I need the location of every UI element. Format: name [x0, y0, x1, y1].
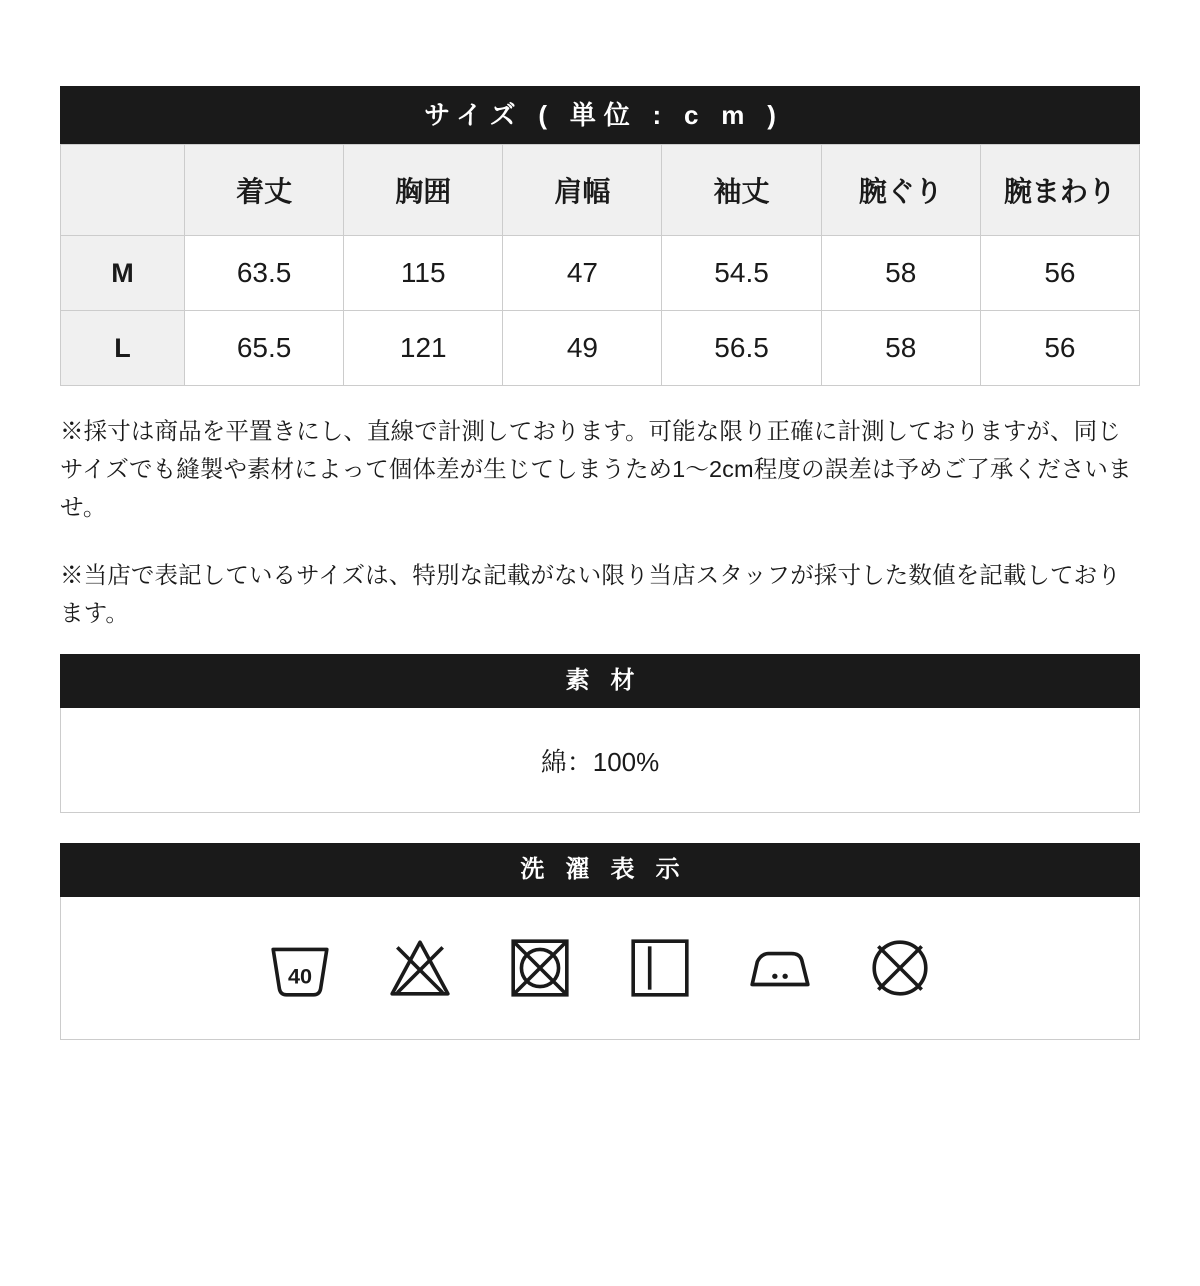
size-table [60, 144, 1140, 386]
measurement-note: ※採寸は商品を平置きにし、直線で計測しております。可能な限り正確に計測しておりますが、同じサイズでも縫製や素材によって個体差が生じてしまうため1〜2cm程度の誤差は予めご了承くださいませ。 [60, 418, 1132, 521]
material-section-title: 素 材 [60, 654, 1140, 708]
size-spec-page [0, 86, 1200, 1286]
cell-l-length: 65.5 [185, 311, 344, 386]
svg-text:40: 40 [287, 963, 313, 989]
table-header-length: 着丈 [185, 145, 344, 236]
table-header-sleeve: 袖丈 [662, 145, 821, 236]
cell-m-length: 63.5 [185, 236, 344, 311]
iron-low-icon [747, 935, 813, 1001]
cell-l-chest: 121 [344, 311, 503, 386]
cell-l-sleeve: 56.5 [662, 311, 821, 386]
table-header-chest: 胸囲 [344, 145, 503, 236]
table-row [61, 311, 1140, 386]
table-header-shoulder: 肩幅 [503, 145, 662, 236]
row-label-l: L [61, 311, 185, 386]
material-section [60, 654, 1140, 813]
no-tumble-dry-icon [507, 935, 573, 1001]
no-bleach-icon [387, 935, 453, 1001]
table-header-armhole: 腕ぐり [821, 145, 980, 236]
line-dry-vertical-icon [627, 935, 693, 1001]
cell-l-shoulder: 49 [503, 311, 662, 386]
cell-m-chest: 115 [344, 236, 503, 311]
cell-l-armhole: 58 [821, 311, 980, 386]
cell-m-arm-circumference: 56 [980, 236, 1139, 311]
care-section [60, 843, 1140, 1040]
material-value: 綿：100% [60, 708, 1140, 813]
size-section-title: サイズ ( 単位 : c m ) [60, 86, 1140, 144]
table-row [61, 236, 1140, 311]
cell-m-shoulder: 47 [503, 236, 662, 311]
wash-40-icon [267, 935, 333, 1001]
cell-m-armhole: 58 [821, 236, 980, 311]
table-header-arm-circumference: 腕まわり [980, 145, 1139, 236]
staff-measurement-note: ※当店で表記しているサイズは、特別な記載がない限り当店スタッフが採寸した数値を記載しております。 [60, 562, 1121, 627]
row-label-m: M [61, 236, 185, 311]
table-header-corner [61, 145, 185, 236]
notes-section [60, 412, 1140, 632]
table-header-row [61, 145, 1140, 236]
no-dry-clean-icon [867, 935, 933, 1001]
size-section [60, 86, 1140, 386]
cell-l-arm-circumference: 56 [980, 311, 1139, 386]
care-section-title: 洗 濯 表 示 [60, 843, 1140, 897]
care-icons-row [60, 897, 1140, 1040]
cell-m-sleeve: 54.5 [662, 236, 821, 311]
